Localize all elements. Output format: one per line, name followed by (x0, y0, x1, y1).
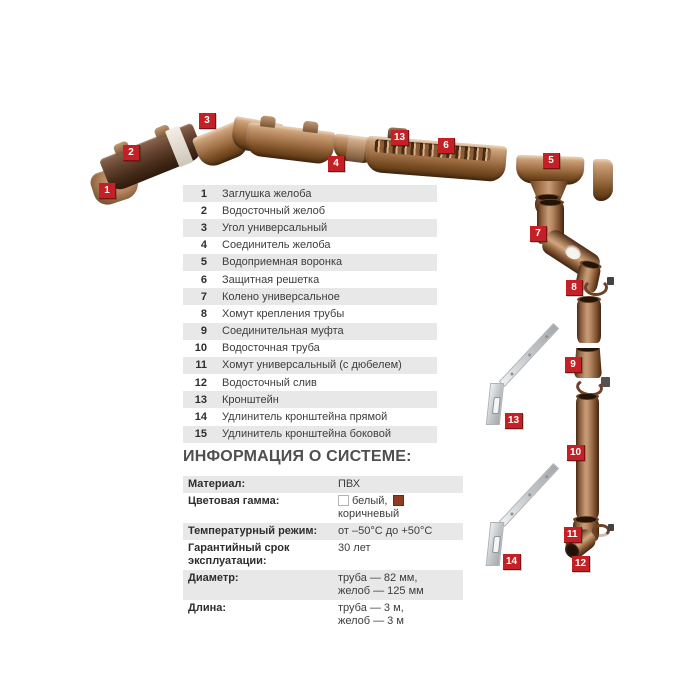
part-name: Угол универсальный (222, 221, 328, 234)
info-row-diameter (183, 570, 463, 600)
part-number: 2 (200, 204, 207, 217)
gutter-grate-section-illustration (365, 136, 507, 183)
info-label: Материал: (188, 478, 246, 490)
part-number: 11 (195, 359, 207, 372)
info-row-warranty (183, 540, 463, 570)
table-row (183, 305, 437, 322)
info-table (183, 476, 463, 630)
part-number: 8 (200, 307, 207, 320)
part-marker-13: 13 (505, 413, 523, 429)
part-number: 13 (194, 393, 207, 406)
info-row-material (183, 476, 463, 493)
table-row (183, 357, 437, 374)
part-number: 6 (200, 273, 207, 286)
part-name: Заглушка желоба (222, 187, 312, 200)
info-row-temperature (183, 523, 463, 540)
part-number: 3 (200, 221, 207, 234)
part-marker-12: 12 (572, 556, 590, 572)
part-name: Водосточный желоб (222, 204, 326, 217)
table-row (183, 202, 437, 219)
table-row (183, 271, 437, 288)
part-name: Хомут крепления трубы (222, 307, 345, 320)
table-row (183, 237, 437, 254)
info-label: Цветовая гамма: (188, 495, 280, 507)
info-value-line: желоб — 3 м (338, 615, 404, 627)
part-number: 1 (200, 187, 207, 200)
gutter-section-partial-illustration (593, 159, 613, 201)
info-value-line: труба — 3 м, (338, 602, 404, 614)
table-row (183, 185, 437, 202)
part-marker-10: 10 (567, 445, 585, 461)
part-name: Соединительная муфта (222, 325, 344, 338)
part-marker-1: 1 (99, 183, 116, 199)
part-marker-6: 6 (438, 138, 455, 154)
part-marker-14: 14 (503, 554, 521, 570)
gutter-section-illustration (244, 122, 335, 165)
part-marker-3: 3 (199, 113, 216, 129)
metal-bracket-foot-illustration (486, 383, 504, 425)
table-row (183, 288, 437, 305)
pipe-section-illustration (577, 299, 601, 343)
part-marker-2: 2 (123, 145, 140, 161)
part-name: Защитная решетка (222, 273, 320, 286)
info-value-line: труба — 82 мм, (338, 572, 418, 584)
info-label: Температурный режим: (188, 525, 318, 537)
part-marker-5: 5 (543, 153, 560, 169)
table-row (183, 340, 437, 357)
part-number: 4 (200, 239, 207, 252)
metal-bracket-foot-illustration (486, 522, 505, 566)
info-section-title: ИНФОРМАЦИЯ О СИСТЕМЕ: (183, 448, 412, 465)
info-value: 30 лет (338, 542, 371, 554)
clamp-mount-illustration (601, 377, 610, 387)
info-value-line: желоб — 125 мм (338, 585, 424, 597)
part-name: Удлинитель кронштейна прямой (222, 411, 388, 424)
table-row (183, 408, 437, 425)
part-number: 7 (200, 290, 207, 303)
part-marker-9: 9 (565, 357, 582, 373)
part-name: Удлинитель кронштейна боковой (222, 428, 392, 441)
white-color-swatch-icon (338, 495, 349, 506)
part-number: 15 (194, 428, 207, 441)
part-name: Соединитель желоба (222, 239, 331, 252)
table-row (183, 426, 437, 443)
info-value (338, 572, 463, 598)
table-row (183, 374, 437, 391)
info-label: Диаметр: (188, 572, 239, 584)
info-row-length (183, 600, 463, 630)
part-name: Водосточный слив (222, 376, 317, 389)
info-label: Гарантийный срок эксплуатации: (188, 542, 290, 567)
part-marker-11: 11 (564, 527, 582, 543)
part-name: Водосточная труба (222, 342, 320, 355)
table-row (183, 219, 437, 236)
metal-bracket-extension-illustration (499, 323, 559, 387)
part-name: Хомут универсальный (с дюбелем) (222, 359, 402, 372)
parts-legend (183, 185, 437, 443)
clamp-screw-illustration (607, 277, 614, 285)
part-number: 12 (194, 376, 207, 389)
table-row (183, 391, 437, 408)
part-number: 9 (200, 325, 207, 338)
clamp-dowel-illustration (608, 524, 614, 531)
part-marker-13-gutter: 13 (391, 130, 409, 146)
part-name: Кронштейн (222, 393, 279, 406)
info-value (338, 495, 463, 521)
part-number: 5 (200, 256, 207, 269)
info-label: Длина: (188, 602, 227, 614)
part-name: Колено универсальное (222, 290, 340, 303)
pipe-clamp-illustration (584, 279, 608, 296)
info-value (338, 602, 463, 628)
part-name: Водоприемная воронка (222, 256, 343, 269)
part-marker-4: 4 (328, 156, 345, 172)
info-row-colors (183, 493, 463, 523)
part-marker-7: 7 (530, 226, 547, 242)
part-number: 14 (194, 411, 207, 424)
info-value: ПВХ (338, 478, 361, 490)
part-number: 10 (194, 342, 207, 355)
table-row (183, 254, 437, 271)
brown-color-swatch-icon (393, 495, 404, 506)
color-name-white: белый, (352, 495, 388, 507)
color-name-brown: коричневый (338, 508, 400, 520)
part-marker-8: 8 (566, 280, 583, 296)
info-value: от –50°C до +50°C (338, 525, 433, 537)
metal-bracket-extension-illustration (499, 463, 559, 527)
table-row (183, 323, 437, 340)
